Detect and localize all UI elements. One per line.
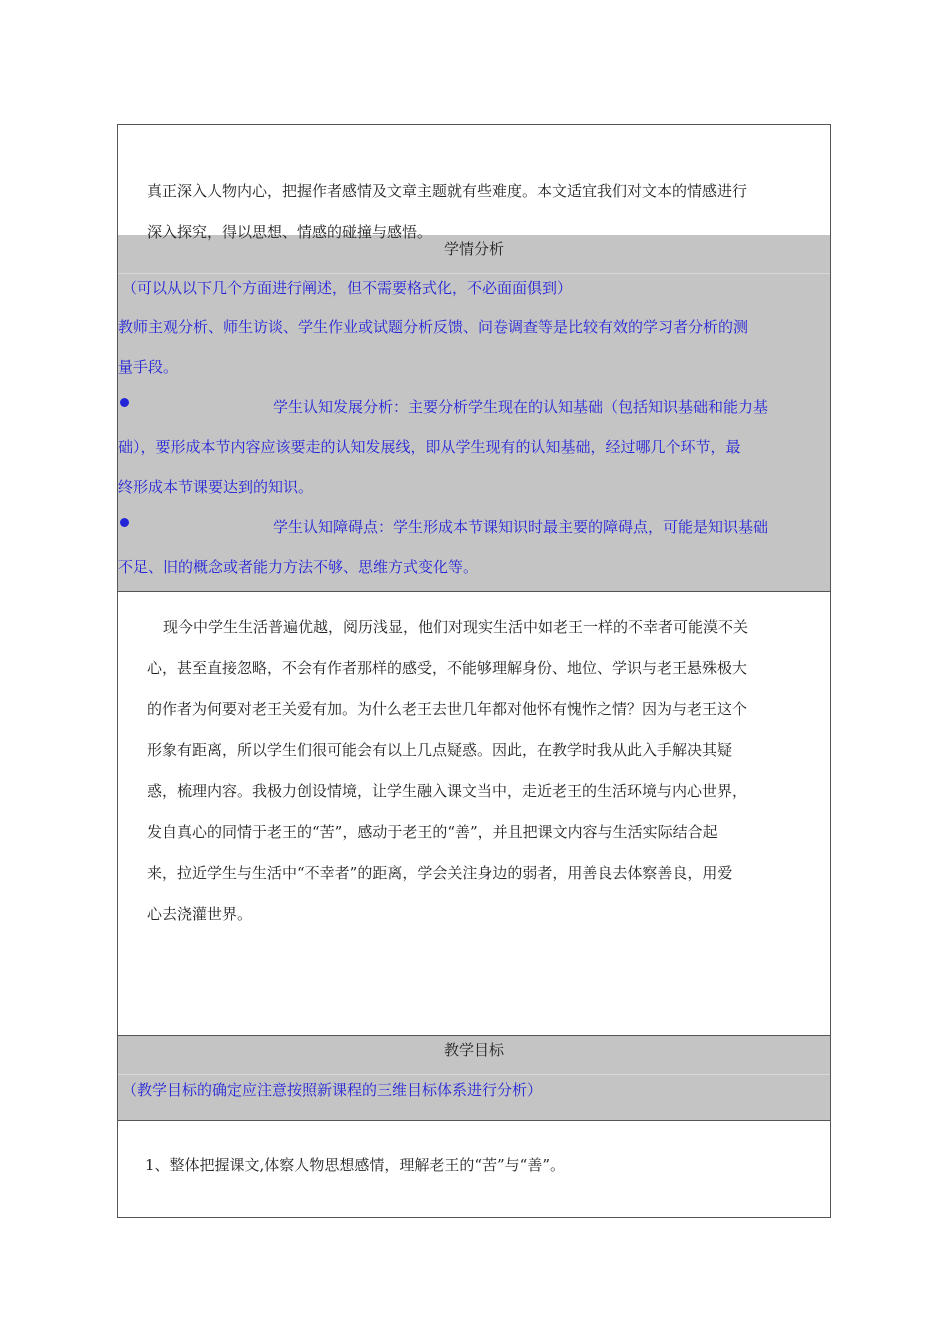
goals-heading: 教学目标 — [443, 1041, 504, 1059]
body-line: 心去浇灌世界。 — [147, 905, 253, 923]
goal-item-1: 1、整体把握课文,体察人物思想感情，理解老王的“苦”与“善”。 — [145, 1156, 565, 1174]
analysis-development-line-3: 终形成本节课要达到的知识。 — [118, 478, 314, 496]
analysis-methods-line-1: 教师主观分析、师生访谈、学生作业或试题分析反馈、问卷调查等是比较有效的学习者分析的测 — [118, 318, 749, 336]
intro-line-1: 真正深入人物内心，把握作者感情及文章主题就有些难度。本文适宜我们对文本的情感进行 — [147, 182, 748, 200]
lesson-plan-table — [117, 124, 831, 1218]
bullet-icon — [120, 518, 129, 527]
analysis-section — [118, 235, 830, 591]
analysis-heading: 学情分析 — [443, 240, 504, 258]
analysis-development-line-1: 学生认知发展分析：主要分析学生现在的认知基础（包括知识基础和能力基 — [273, 398, 769, 416]
analysis-hint: （可以从以下几个方面进行阐述，但不需要格式化，不必面面俱到） — [122, 279, 573, 297]
body-line: 现今中学生生活普遍优越，阅历浅显，他们对现实生活中如老王一样的不幸者可能漠不关 — [163, 618, 749, 636]
body-line: 来，拉近学生与生活中“不幸者”的距离，学会关注身边的弱者，用善良去体察善良，用爱 — [147, 864, 733, 882]
analysis-methods-line-2: 量手段。 — [118, 358, 179, 376]
goals-section — [118, 1036, 830, 1120]
bullet-icon — [120, 398, 129, 407]
body-line: 形象有距离，所以学生们很可能会有以上几点疑惑。因此，在教学时我从此入手解决其疑 — [147, 741, 733, 759]
analysis-obstacle-line-2: 不足、旧的概念或者能力方法不够、思维方式变化等。 — [118, 558, 479, 576]
analysis-obstacle-line-1: 学生认知障碍点：学生形成本节课知识时最主要的障碍点，可能是知识基础 — [273, 518, 769, 536]
intro-line-2: 深入探究，得以思想、情感的碰撞与感悟。 — [147, 223, 433, 241]
goals-hint: （教学目标的确定应注意按照新课程的三维目标体系进行分析） — [122, 1081, 543, 1099]
body-line: 惑，梳理内容。我极力创设情境，让学生融入课文当中，走近老王的生活环境与内心世界， — [147, 782, 748, 800]
body-line: 心，甚至直接忽略，不会有作者那样的感受，不能够理解身份、地位、学识与老王悬殊极大 — [147, 659, 748, 677]
analysis-development-line-2: 础），要形成本节内容应该要走的认知发展线，即从学生现有的认知基础，经过哪几个环节，最 — [118, 438, 741, 456]
body-line: 发自真心的同情于老王的“苦”，感动于老王的“善”，并且把课文内容与生活实际结合起 — [147, 823, 718, 841]
body-line: 的作者为何要对老王关爱有加。为什么老王去世几年都对他怀有愧怍之情？因为与老王这个 — [147, 700, 748, 718]
